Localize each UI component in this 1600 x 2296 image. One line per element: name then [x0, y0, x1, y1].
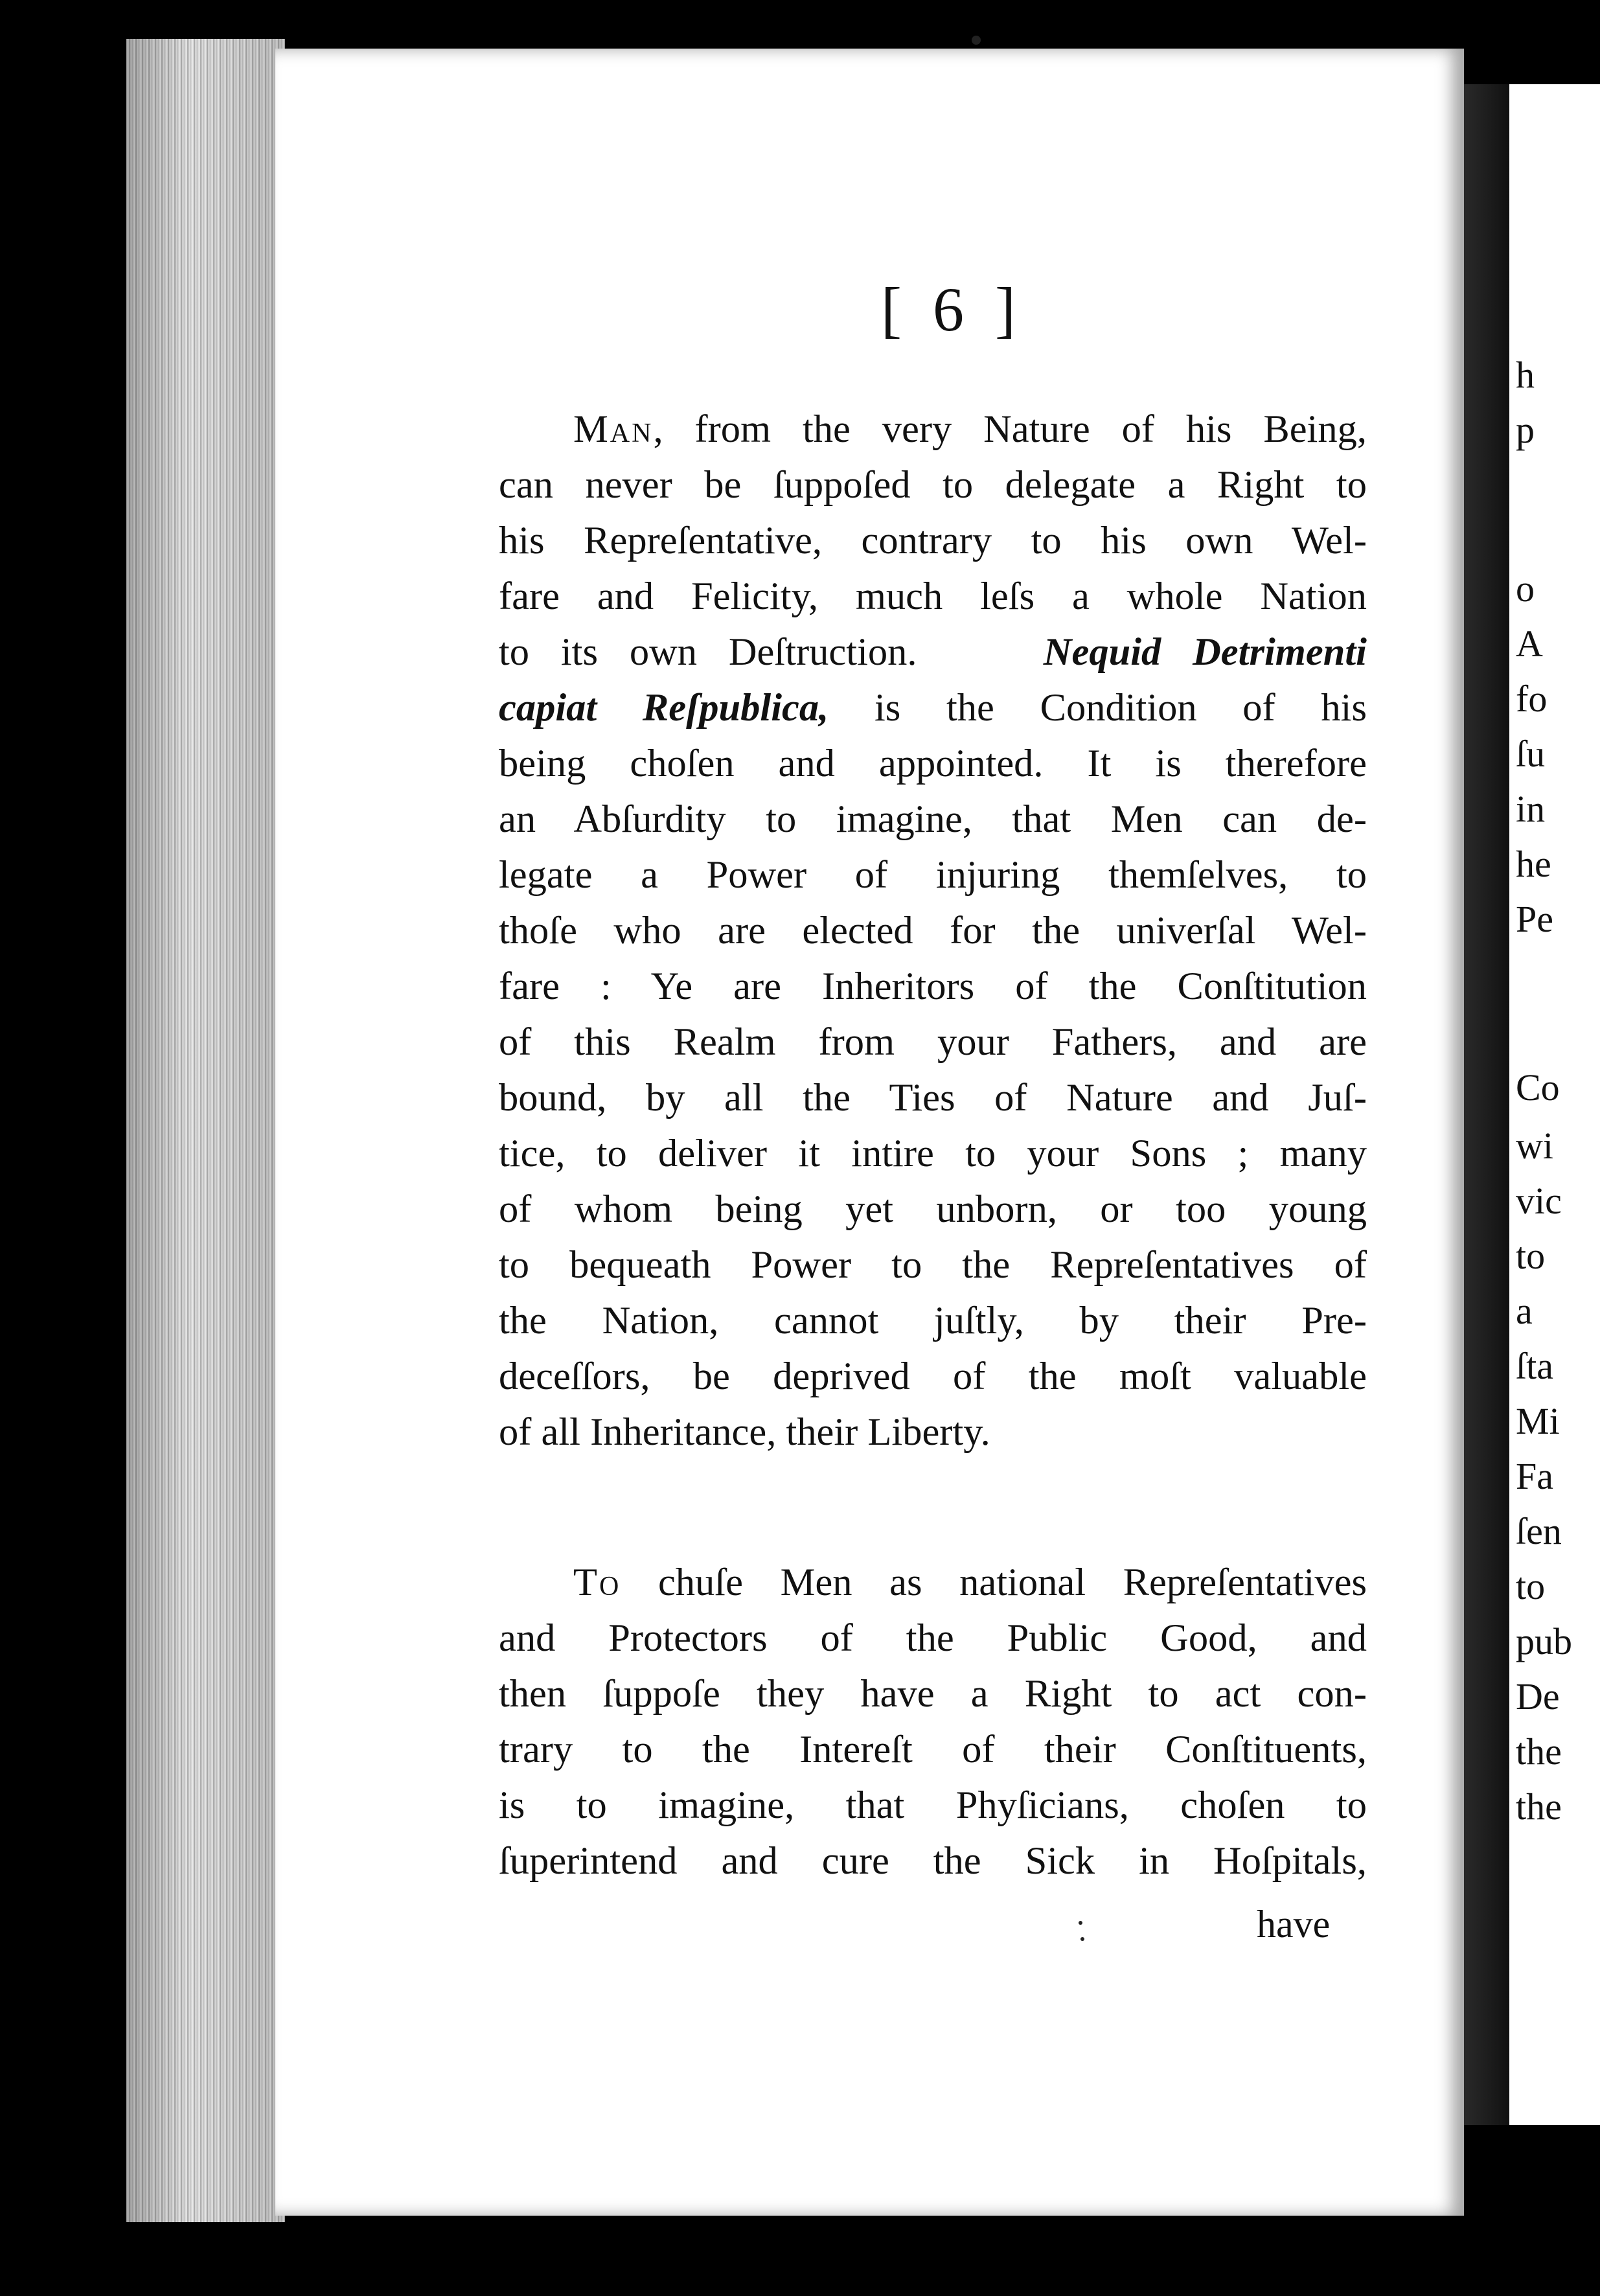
- facing-page-text: A: [1516, 623, 1543, 665]
- text-line: the Nation, cannot juſtly, by their Pre-: [499, 1299, 1367, 1342]
- text-line: of all Inheritance, their Liberty.: [499, 1410, 990, 1454]
- facing-page-text: ſu: [1516, 733, 1546, 775]
- text-line: is to imagine, that Phyſicians, choſen to: [499, 1784, 1367, 1827]
- text-line-content: to its own Deſtruction.: [499, 630, 917, 674]
- text-line: trary to the Intereſt of their Conſtituents,: [499, 1728, 1367, 1771]
- ink-speck: [972, 36, 981, 45]
- small-caps-word: Man: [573, 408, 654, 451]
- page-edge-shadow: [126, 39, 285, 2222]
- paragraph-1: [499, 402, 1367, 1460]
- facing-page-text: in: [1516, 788, 1546, 830]
- text-line: of whom being yet unborn, or too young: [499, 1188, 1367, 1231]
- facing-page-text: the: [1516, 1730, 1562, 1773]
- text-line: legate a Power of injuring themſelves, to: [499, 853, 1367, 897]
- text-line: of this Realm from your Fathers, and are: [499, 1020, 1367, 1064]
- facing-page-text: Mi: [1516, 1400, 1560, 1442]
- facing-page-text: Pe: [1516, 898, 1553, 940]
- text-line: and Protectors of the Public Good, and: [499, 1616, 1367, 1660]
- facing-page-text: h: [1516, 354, 1535, 396]
- facing-page-fragment: [1509, 84, 1600, 2125]
- facing-page-text: De: [1516, 1675, 1560, 1717]
- facing-page-text: vic: [1516, 1180, 1562, 1222]
- text-line: deceſſors, be deprived of the moſt valuable: [499, 1355, 1367, 1398]
- text-line: to bequeath Power to the Repreſentatives of: [499, 1243, 1367, 1287]
- text-line: [499, 402, 1367, 457]
- book-gutter: [1464, 84, 1509, 2125]
- facing-page-text: o: [1516, 568, 1535, 610]
- text-line: [499, 625, 1367, 680]
- facing-page-text: ſta: [1516, 1345, 1553, 1387]
- facing-page-text: wi: [1516, 1125, 1553, 1167]
- facing-page-text: Fa: [1516, 1455, 1553, 1497]
- facing-page-text: Co: [1516, 1066, 1560, 1108]
- text-line: then ſuppoſe they have a Right to act con-: [499, 1672, 1367, 1716]
- text-line: his Repreſentative, contrary to his own Wel-: [499, 519, 1367, 562]
- text-line: fare and Felicity, much leſs a whole Nation: [499, 575, 1367, 618]
- catchword: have: [1257, 1903, 1331, 1946]
- facing-page-text: ſen: [1516, 1510, 1562, 1552]
- text-line-content: is the Condition of his: [874, 686, 1367, 729]
- text-line-content: , from the very Nature of his Being,: [653, 408, 1367, 451]
- text-line: [499, 680, 1367, 736]
- text-line: bound, by all the Ties of Nature and Juſ-: [499, 1076, 1367, 1119]
- text-line: [499, 1555, 1367, 1611]
- text-line: thoſe who are elected for the univerſal Wel-: [499, 909, 1367, 952]
- small-caps-word: To: [573, 1561, 621, 1604]
- text-line-content: chuſe Men as national Repreſentatives: [621, 1561, 1367, 1604]
- text-line: an Abſurdity to imagine, that Men can de-: [499, 798, 1367, 841]
- facing-page-text: fo: [1516, 678, 1548, 720]
- ink-speck: [1079, 1921, 1082, 1925]
- text-line: can never be ſuppoſed to delegate a Right to: [499, 463, 1367, 507]
- text-line: ſuperintend and cure the Sick in Hoſpitals,: [499, 1839, 1367, 1883]
- facing-page-text: pub: [1516, 1620, 1572, 1662]
- facing-page-text: the: [1516, 1785, 1562, 1828]
- ink-speck: [1080, 1937, 1084, 1941]
- latin-phrase: capiat Reſpublica,: [499, 686, 829, 729]
- paragraph-2: [499, 1555, 1367, 1889]
- facing-page-text: he: [1516, 843, 1551, 885]
- facing-page-text: p: [1516, 409, 1535, 451]
- text-line: being choſen and appointed. It is therefore: [499, 742, 1367, 785]
- facing-page-text: to: [1516, 1235, 1546, 1277]
- page-number: [ 6 ]: [881, 275, 1023, 344]
- facing-page-text: to: [1516, 1565, 1546, 1607]
- latin-phrase: Nequid Detrimenti: [1043, 630, 1367, 674]
- text-line: tice, to deliver it intire to your Sons ; many: [499, 1132, 1367, 1175]
- text-line: fare : Ye are Inheritors of the Conſtitution: [499, 965, 1367, 1008]
- facing-page-text: a: [1516, 1290, 1533, 1332]
